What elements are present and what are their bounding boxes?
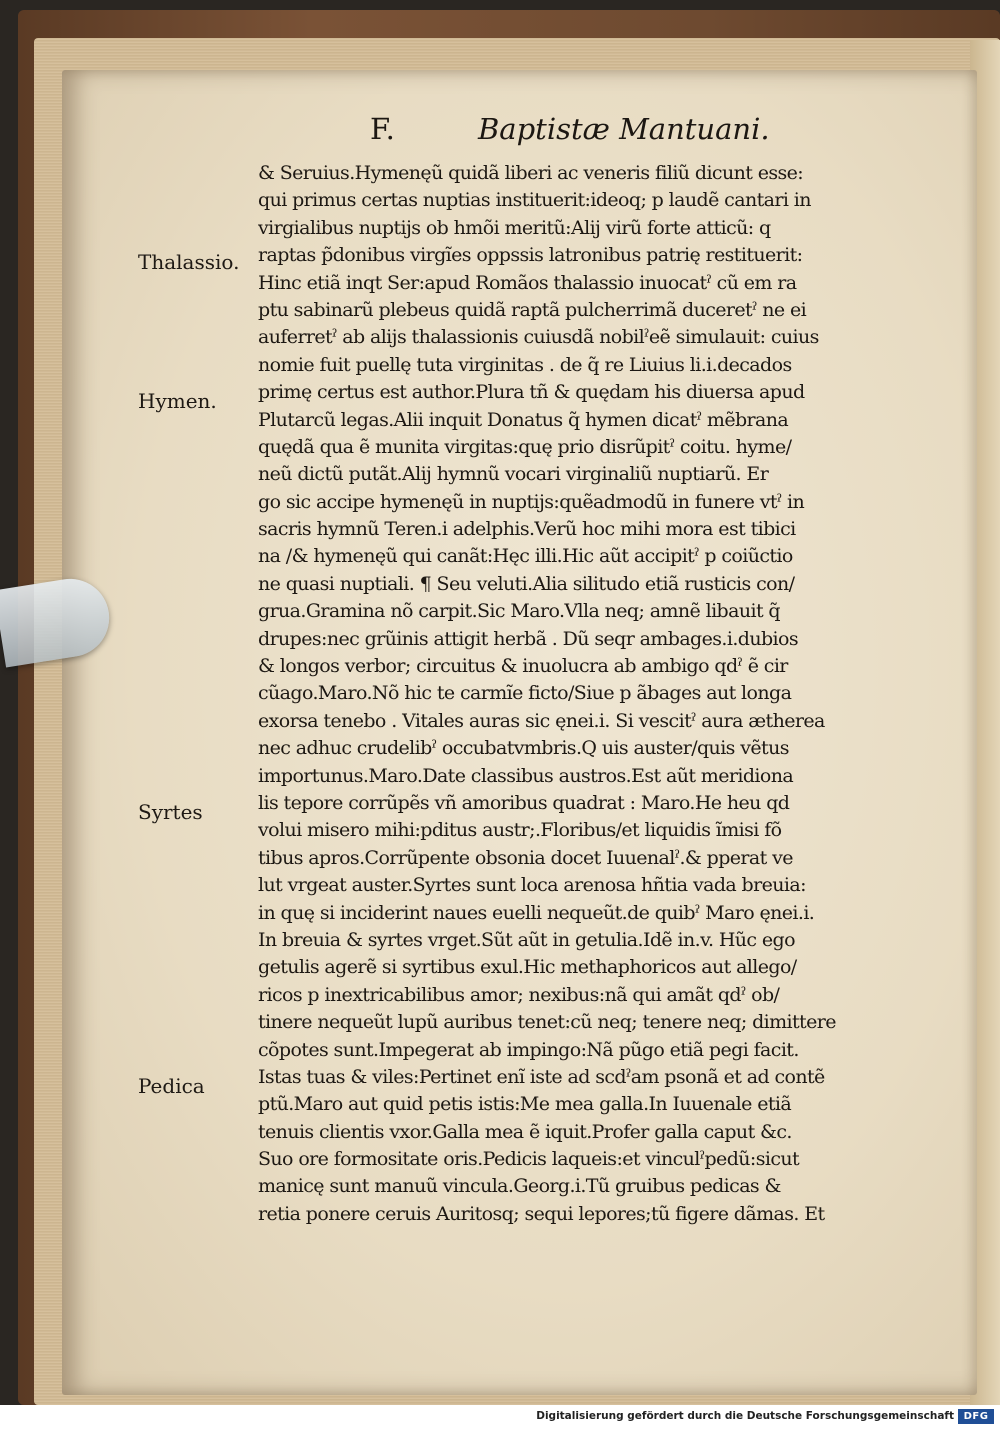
text-line: tenuis clientis vxor.Galla mea ẽ iquit.Profer galla caput &c.	[258, 1120, 792, 1143]
text-line: nomie fuit puellę tuta virginitas . de q̃ re Liuius li.i.decados	[258, 353, 792, 376]
page-header	[0, 112, 1000, 152]
text-line: primę certus est author.Plura tñ & quędam his diuersa apud	[258, 381, 805, 404]
text-line: Suo ore formositate oris.Pedicis laqueis:et vinculˀpedũ:sicut	[258, 1148, 800, 1171]
text-line: ricos p inextricabilibus amor; nexibus:nã qui amãt qdˀ ob/	[258, 983, 780, 1006]
text-line: tibus apros.Corrũpente obsonia docet Iuuenalˀ.& pperat ve	[258, 846, 793, 869]
text-line: manicę sunt manuũ vincula.Georg.i.Tũ gruibus pedicas &	[258, 1175, 781, 1198]
text-line: sacris hymnũ Teren.i adelphis.Verũ hoc mihi mora est tibici	[258, 518, 796, 541]
text-line: quędã qua ẽ munita virgitas:quę prio disrũpitˀ coitu. hyme/	[258, 435, 792, 458]
dfg-logo: DFG	[958, 1409, 994, 1424]
marginal-note-hymen: Hymen.	[138, 389, 217, 413]
text-line: lut vrgeat auster.Syrtes sunt loca arenosa hñtia vada breuia:	[258, 874, 806, 897]
text-line: grua.Gramina nõ carpit.Sic Maro.Vlla neq; amnẽ libauit q̃	[258, 600, 780, 623]
text-line: exorsa tenebo . Vitales auras sic ęnei.i. Si vescitˀ aura ætherea	[258, 709, 825, 732]
marginal-note-thalassio: Thalassio.	[138, 250, 240, 274]
text-line: Istas tuas & viles:Pertinet enĩ iste ad scdˀam psonã et ad contẽ	[258, 1065, 825, 1088]
text-line: virgialibus nuptijs ob hmõi meritũ:Alij virũ forte atticũ: q	[258, 216, 771, 239]
text-line: & longos verbor; circuitus & inuolucra ab ambigo qdˀ ẽ cir	[258, 655, 788, 678]
body-text	[258, 160, 858, 1228]
text-line: auferretˀ ab alijs thalassionis cuiusdã nobilˀeẽ simulauit: cuius	[258, 326, 819, 349]
running-title: Baptistæ Mantuani.	[478, 112, 770, 146]
text-line: ptũ.Maro aut quid petis istis:Me mea galla.In Iuuenale etiã	[258, 1093, 792, 1116]
text-line: neũ dictũ putãt.Alij hymnũ vocari virginaliũ nuptiarũ. Er	[258, 463, 769, 486]
text-line: Plutarcũ legas.Alii inquit Donatus q̃ hymen dicatˀ mẽbrana	[258, 408, 789, 431]
text-line: getulis agerẽ si syrtibus exul.Hic methaphoricos aut allego/	[258, 956, 797, 979]
text-line: volui misero mihi:pditus austr;.Floribus/et liquidis ĩmisi fõ	[258, 819, 782, 842]
text-line: ne quasi nuptiali. ¶ Seu veluti.Alia silitudo etiã rusticis con/	[258, 572, 795, 595]
text-line: drupes:nec grũinis attigit herbã . Dũ seqr ambages.i.dubios	[258, 627, 798, 650]
marginal-note-syrtes: Syrtes	[138, 800, 203, 824]
text-line: importunus.Maro.Date classibus austros.Est aũt meridiona	[258, 764, 794, 787]
text-line: cõpotes sunt.Impegerat ab impingo:Nã pũgo etiã pegi facit.	[258, 1038, 799, 1061]
text-line: lis tepore corrũpẽs vñ amoribus quadrat : Maro.He heu qd	[258, 791, 790, 814]
text-line: nec adhuc crudelibˀ occubatvmbris.Q uis auster/quis vẽtus	[258, 737, 789, 760]
signature-mark: F.	[370, 112, 395, 146]
text-line: go sic accipe hymenęũ in nuptijs:quẽadmodũ in funere vtˀ in	[258, 490, 805, 513]
text-line: Hinc etiã inqt Ser:apud Romãos thalassio inuocatˀ cũ em ra	[258, 271, 797, 294]
text-line: in quę si inciderint naues euelli nequeũt.de quibˀ Maro ęnei.i.	[258, 901, 815, 924]
text-line: raptas p̃donibus virgĩes oppssis latronibus patrię restituerit:	[258, 244, 803, 267]
text-line: ptu sabinarũ plebeus quidã raptã pulcherrimã duceretˀ ne ei	[258, 298, 807, 321]
footer-bar	[0, 1405, 1000, 1429]
text-line: retia ponere ceruis Auritosq; sequi lepores;tũ figere dãmas. Et	[258, 1202, 825, 1225]
text-line: In breuia & syrtes vrget.Sũt aũt in getulia.Idẽ in.v. Hũc ego	[258, 928, 795, 951]
text-line: tinere nequeũt lupũ auribus tenet:cũ neq; tenere neq; dimittere	[258, 1011, 836, 1034]
marginal-note-pedica: Pedica	[138, 1074, 205, 1098]
text-line: na /& hymenęũ qui canãt:Hęc illi.Hic aũt accipitˀ p coiũctio	[258, 545, 793, 568]
text-line: qui primus certas nuptias instituerit:ideoq; p laudẽ cantari in	[258, 189, 811, 212]
text-line: & Seruius.Hymenęũ quidã liberi ac veneris filiũ dicunt esse:	[258, 162, 804, 184]
text-line: cũago.Maro.Nõ hic te carmĩe ficto/Siue p ãbages aut longa	[258, 682, 792, 705]
funding-credit: Digitalisierung gefördert durch die Deutsche Forschungsgemeinschaft	[536, 1410, 954, 1422]
